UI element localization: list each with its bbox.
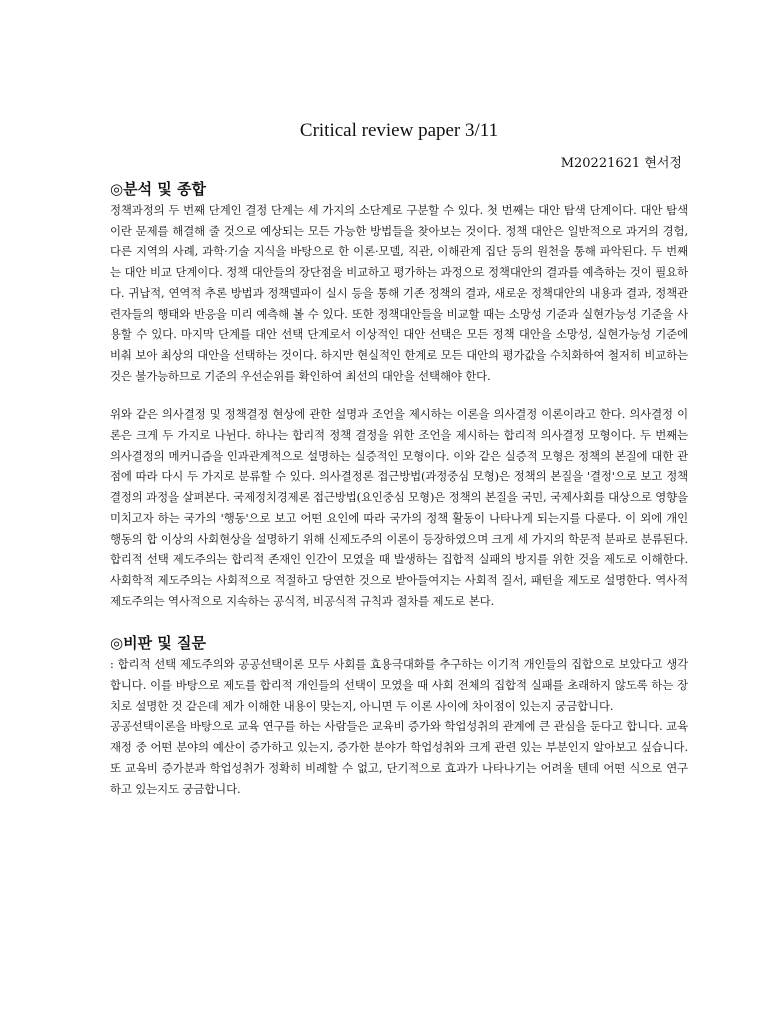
critique-paragraph-2: 공공선택이론을 바탕으로 교육 연구를 하는 사람들은 교육비 증가와 학업성취의 관계에 큰 관심을 둔다고 합니다. 교육재정 중 어떤 분야의 예산이 증가하고 있는지, 증가한 분야가 학업성취와 크게 관련 있는 부분인지 알아보고 싶습니다. 또 교육비 증가분과 학업성취가 정확히 비례할 수 없고, 단기적으로 효과가 나타나기는 어려울 텐데 어떤 식으로 연구하고 있는지도 궁금합니다. <box>110 719 688 796</box>
author-line: M20221621 현서정 <box>560 156 682 171</box>
analysis-paragraph-1: 정책과정의 두 번째 단계인 결정 단계는 세 가지의 소단계로 구분할 수 있다. 첫 번째는 대안 탐색 단계이다. 대안 탐색이란 문제를 해결해 줄 것으로 예상되는 모든 가능한 방법들을 찾아보는 것이다. 정책 대안은 일반적으로 과거의 경험, 다른 지역의 사례, 과학·기술 지식을 바탕으로 한 이론·모델, 직관, 이해관계 집단 등의 원천을 통해 파악된다. 두 번째는 대안 비교 단계이다. 정책 대안들의 장단점을 비교하고 평가하는 과정으로 정책대안의 결과를 예측하는 것이 필요하다. 귀납적, 연역적 추론 방법과 정책델파이 실시 등을 통해 기존 정책의 결과, 새로운 정책대안의 내용과 결과, 정책관련자들의 행태와 반응을 미리 예측해 볼 수 있다. 또한 정책대안들을 비교할 때는 소망성 기준과 실현가능성 기준을 사용할 수 있다. 마지막 단계를 대안 선택 단계로서 이상적인 대안 선택은 모든 정책 대안을 소망성, 실현가능성 기준에 비춰 보아 최상의 대안을 선택하는 것이다. 하지만 현실적인 한계로 모든 대안의 평가값을 수치화하여 철저히 비교하는 것은 불가능하므로 기준의 우선순위를 확인하여 최선의 대안을 선택해야 한다. <box>110 203 688 383</box>
document-title: Critical review paper 3/11 <box>299 120 499 141</box>
document-page <box>110 108 688 799</box>
analysis-paragraph-2: 위와 같은 의사결정 및 정책결정 현상에 관한 설명과 조언을 제시하는 이론을 의사결정 이론이라고 한다. 의사결정 이론은 크게 두 가지로 나뉜다. 하나는 합리적 정책 결정을 위한 조언을 제시하는 합리적 의사결정 모형이다. 두 번째는 의사결정의 메커니즘을 인과관계적으로 설명하는 실증적인 모형이다. 이와 같은 실증적 모형은 정책의 본질에 대한 관점에 따라 다시 두 가지로 분류할 수 있다. 의사결정론 접근방법(과정중심 모형)은 정책의 본질을 '결정'으로 보고 정책 결정의 과정을 살펴본다. 국제정치경제론 접근방법(요인중심 모형)은 정책의 본질을 국민, 국제사회를 대상으로 영향을 미치고자 하는 국가의 '행동'으로 보고 어떤 요인에 따라 국가의 정책 활동이 나타나게 되는지를 다룬다. 이 외에 개인 행동의 합 이상의 사회현상을 설명하기 위해 신제도주의 이론이 등장하였으며 크게 세 가지의 학문적 분파로 분류된다. 합리적 선택 제도주의는 합리적 존재인 인간이 모였을 때 발생하는 집합적 실패의 방지를 위한 것을 제도로 이해한다. 사회학적 제도주의는 사회적으로 적절하고 당연한 것으로 받아들여지는 사회적 질서, 패턴을 제도로 설명한다. 역사적 제도주의는 역사적으로 지속하는 공식적, 비공식적 규칙과 절차를 제도로 본다. <box>110 407 688 608</box>
section-heading-analysis: ◎분석 및 종합 <box>110 180 206 198</box>
critique-paragraph-1: : 합리적 선택 제도주의와 공공선택이론 모두 사회를 효용극대화를 추구하는 이기적 개인들의 집합으로 보았다고 생각합니다. 이를 바탕으로 제도를 합리적 개인들의 선택이 모였을 때 사회 전체의 집합적 실패를 초래하지 않도록 하는 장치로 설명한 것 같은데 제가 이해한 내용이 맞는지, 아니면 두 이론 사이에 차이점이 있는지 궁금합니다. <box>110 657 688 713</box>
spacer <box>110 611 688 632</box>
spacer <box>110 386 688 404</box>
section-heading-critique: ◎비판 및 질문 <box>110 634 206 653</box>
